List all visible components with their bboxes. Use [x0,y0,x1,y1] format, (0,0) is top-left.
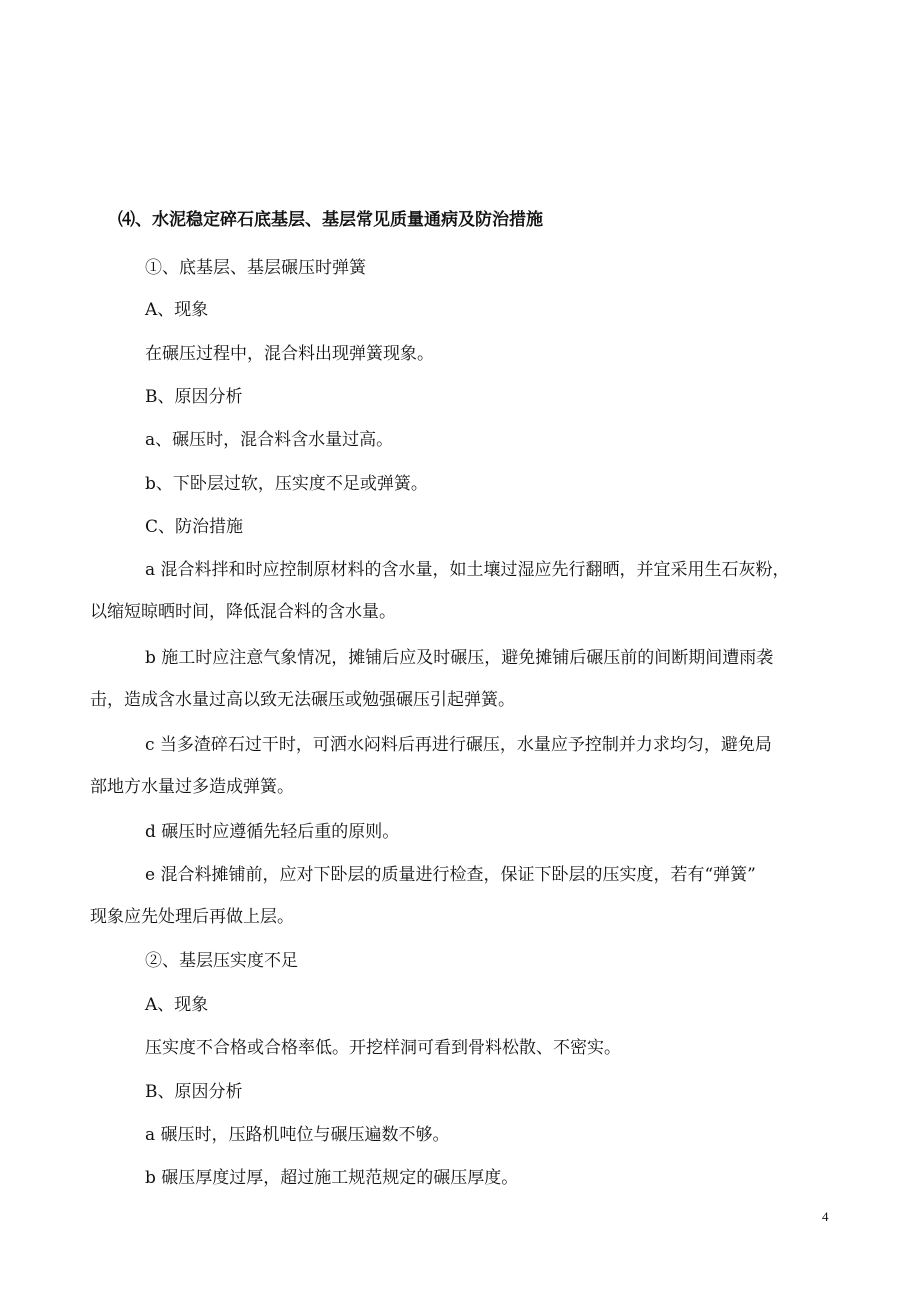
cause-label: B、原因分析 [145,1082,243,1102]
phenomenon-label: A、现象 [145,300,209,320]
cause-item: a、碾压时，混合料含水量过高。 [145,430,394,450]
cause-item: b、下卧层过软，压实度不足或弹簧。 [145,474,428,494]
measures-label: C、防治措施 [145,517,244,537]
page-number: 4 [822,1209,829,1224]
cause-item: a 碾压时，压路机吨位与碾压遍数不够。 [145,1125,450,1145]
cause-label: B、原因分析 [145,387,243,407]
measure-item-c-line2: 部地方水量过多造成弹簧。 [90,777,294,797]
phenomenon-text: 在碾压过程中，混合料出现弹簧现象。 [145,344,434,364]
section-heading: ⑷、水泥稳定碎石底基层、基层常见质量通病及防治措施 [118,210,543,230]
measure-item-e-line2: 现象应先处理后再做上层。 [90,907,294,927]
measure-item-a-line2: 以缩短晾晒时间，降低混合料的含水量。 [90,602,396,622]
cause-item: b 碾压厚度过厚，超过施工规范规定的碾压厚度。 [145,1168,519,1188]
measure-item-b-line1: b 施工时应注意气象情况，摊铺后应及时碾压，避免摊铺后碾压前的间断期间遭雨袭 [145,648,774,668]
subsection-title: ①、底基层、基层碾压时弹簧 [145,258,366,278]
measure-item-b-line2: 击，造成含水量过高以致无法碾压或勉强碾压引起弹簧。 [90,690,515,710]
measure-item-d: d 碾压时应遵循先轻后重的原则。 [145,822,400,842]
measure-item-c-line1: c 当多渣碎石过干时，可洒水闷料后再进行碾压，水量应予控制并力求均匀，避免局 [145,735,772,755]
phenomenon-label: A、现象 [145,995,209,1015]
measure-item-a-line1: a 混合料拌和时应控制原材料的含水量，如土壤过湿应先行翻晒，并宜采用生石灰粉， [145,560,790,580]
subsection-title: ②、基层压实度不足 [145,951,298,971]
measure-item-e-line1: e 混合料摊铺前，应对下卧层的质量进行检查，保证下卧层的压实度，若有“弹簧” [145,865,756,885]
phenomenon-text: 压实度不合格或合格率低。开挖样洞可看到骨料松散、不密实。 [145,1038,621,1058]
